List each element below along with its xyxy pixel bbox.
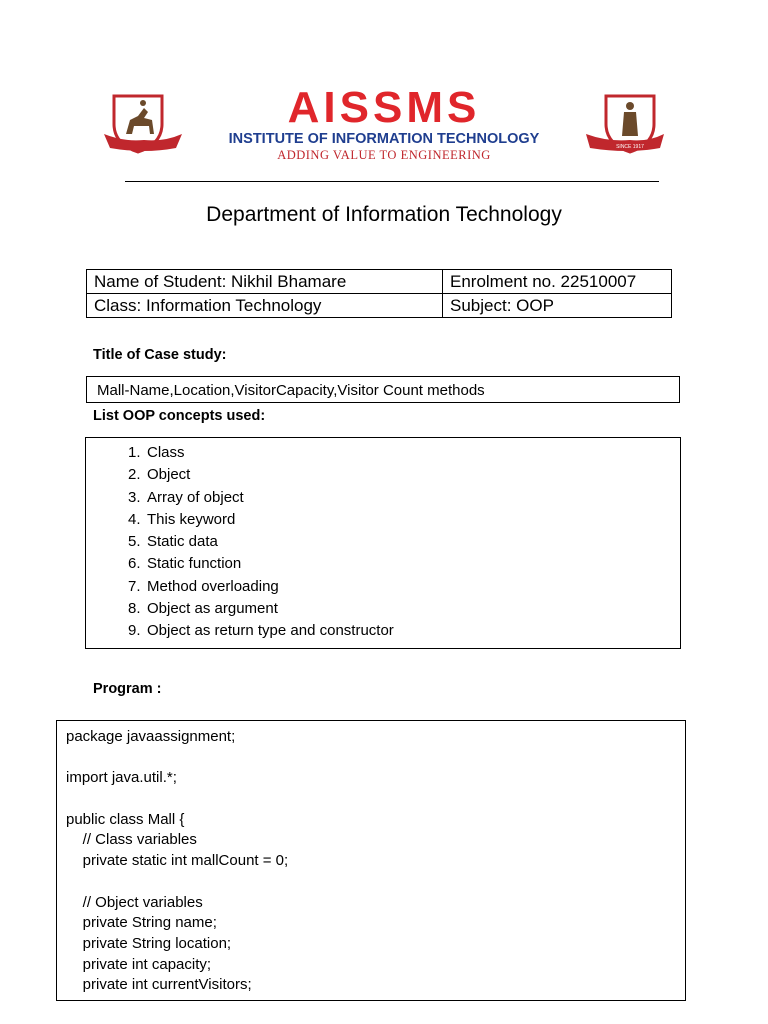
list-item — [128, 442, 394, 464]
list-item-number: 1. — [128, 444, 141, 461]
code-line — [66, 789, 288, 810]
code-box — [56, 720, 686, 1001]
list-item-number: 5. — [128, 533, 141, 551]
list-item — [128, 576, 394, 598]
list-item — [128, 553, 394, 575]
brand-name: AISSMS — [287, 83, 481, 132]
student-info-table — [86, 269, 672, 318]
header-divider — [125, 181, 659, 182]
concepts-label: List OOP concepts used: — [93, 408, 266, 424]
code-line: private String name; — [66, 914, 217, 932]
list-item-number: 3. — [128, 488, 141, 506]
list-item-number: 2. — [128, 466, 141, 484]
list-item-number: 8. — [128, 600, 141, 618]
case-study-title: Mall-Name,Location,VisitorCapacity,Visitor Count methods — [86, 376, 680, 403]
institute-tagline: ADDING VALUE TO ENGINEERING — [277, 148, 491, 162]
list-item-number: 4. — [128, 510, 141, 528]
code-line: private String location; — [66, 934, 232, 952]
list-item-number: 9. — [128, 622, 141, 640]
program-label: Program : — [93, 681, 162, 697]
institute-name: INSTITUTE OF INFORMATION TECHNOLOGY — [228, 131, 540, 147]
list-item-text: Object as argument — [147, 600, 278, 618]
list-item-text: Array of object — [147, 488, 244, 506]
institute-logo — [104, 83, 664, 166]
code-line: private static int mallCount = 0; — [66, 852, 289, 870]
list-item — [128, 464, 394, 486]
list-item-text: Static function — [147, 555, 242, 573]
code-line: import java.util.*; — [66, 769, 177, 787]
list-item-text: Static data — [147, 533, 218, 551]
code-line — [66, 748, 288, 769]
list-item-text: This keyword — [147, 510, 236, 528]
list-item-text: Method overloading — [147, 577, 279, 595]
since-ribbon-text: SINCE 1917 — [616, 144, 644, 150]
list-item-number: 7. — [128, 577, 141, 595]
department-title: Department of Information Technology — [206, 203, 562, 226]
student-name-cell: Name of Student: Nikhil Bhamare — [87, 270, 443, 294]
concepts-box — [85, 437, 681, 649]
case-study-label: Title of Case study: — [93, 347, 227, 363]
enrolment-cell: Enrolment no. 22510007 — [443, 270, 672, 294]
code-listing — [66, 727, 288, 996]
class-cell: Class: Information Technology — [87, 294, 443, 318]
list-item — [128, 598, 394, 620]
table-row — [87, 294, 672, 318]
list-item — [128, 509, 394, 531]
list-item-text: Class — [147, 444, 185, 461]
code-line: package javaassignment; — [66, 728, 236, 745]
equestrian-statue-shield-icon — [104, 90, 182, 158]
list-item — [128, 620, 394, 642]
code-line — [66, 872, 288, 893]
code-line: private int capacity; — [66, 955, 212, 973]
list-item — [128, 487, 394, 509]
code-line: // Object variables — [66, 893, 203, 911]
list-item — [128, 531, 394, 553]
concepts-list — [128, 442, 394, 643]
standing-figure-shield-icon — [586, 90, 664, 158]
code-line: // Class variables — [66, 831, 197, 849]
code-line: private int currentVisitors; — [66, 976, 252, 994]
list-item-text: Object — [147, 466, 191, 484]
code-line: public class Mall { — [66, 810, 185, 828]
list-item-number: 6. — [128, 555, 141, 573]
subject-cell: Subject: OOP — [443, 294, 672, 318]
list-item-text: Object as return type and constructor — [147, 622, 394, 640]
table-row — [87, 270, 672, 294]
